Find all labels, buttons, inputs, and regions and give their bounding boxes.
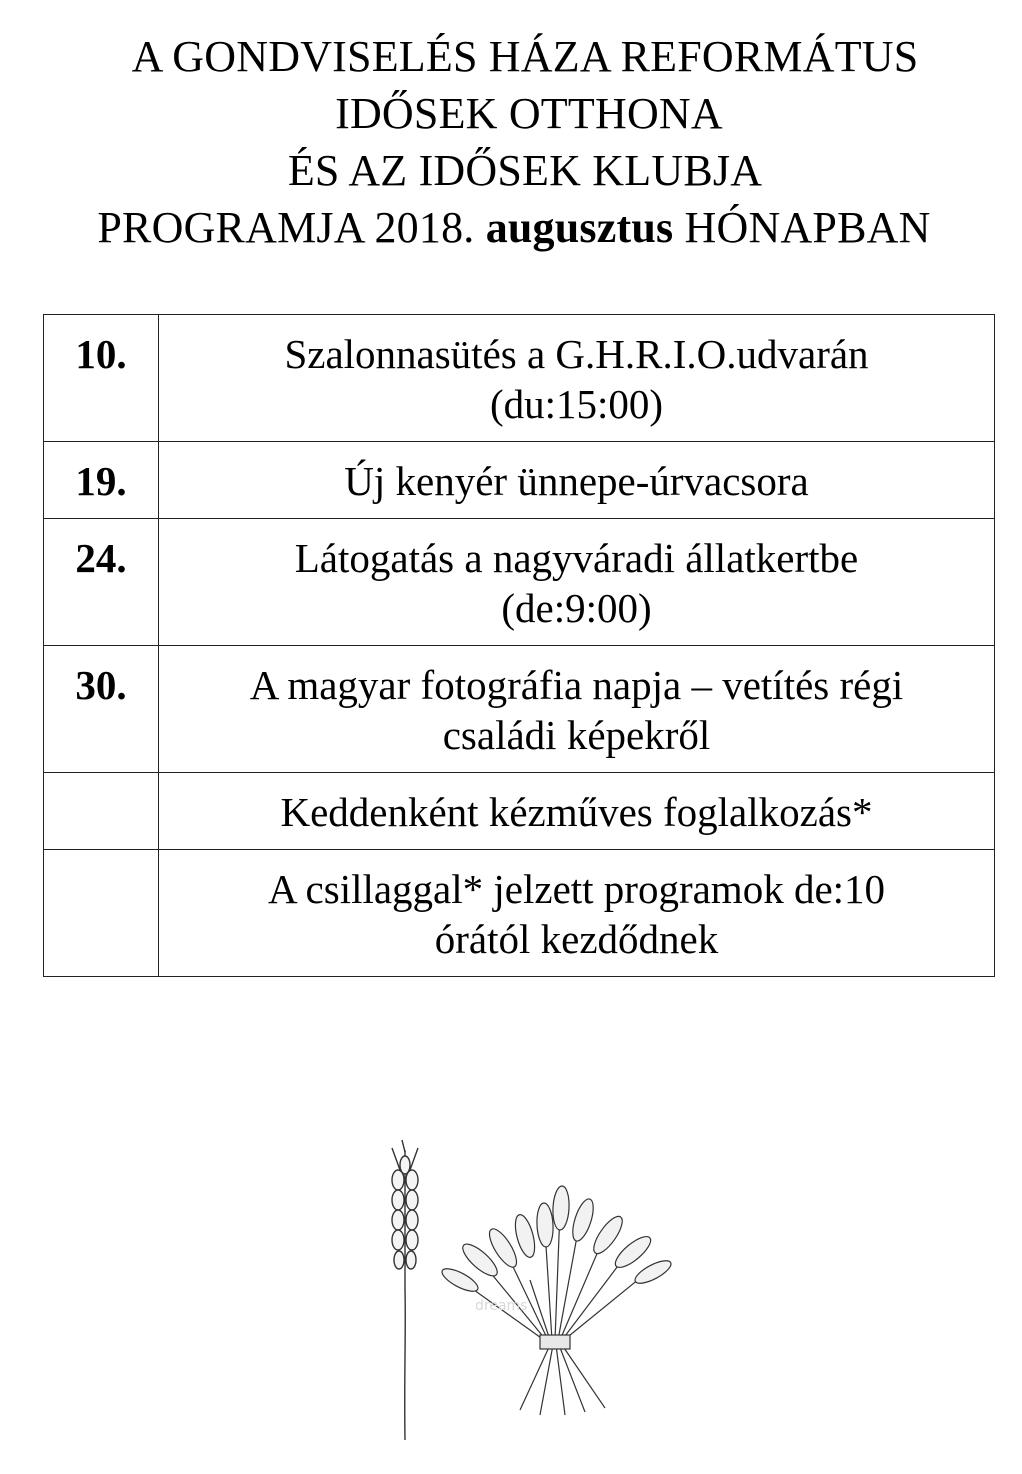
event-line: Új kenyér ünnepe-úrvacsora [344, 458, 809, 504]
single-wheat-stalk-icon [392, 1140, 418, 1440]
event-line: órától kezdődnek [434, 916, 719, 962]
program-day: 24. [44, 519, 159, 646]
event-line: (de:9:00) [501, 585, 652, 631]
table-row [44, 442, 995, 519]
event-line: Keddenként kézműves foglalkozás* [280, 789, 873, 835]
table-row [44, 773, 995, 850]
program-day: 30. [44, 646, 159, 773]
title-suffix: HÓNAPBAN [684, 203, 931, 252]
title-prefix: PROGRAMJA 2018. [97, 203, 475, 252]
title-line-4 [0, 199, 1022, 256]
program-event [159, 850, 995, 977]
program-day [44, 773, 159, 850]
watermark-text: dreams [475, 1298, 528, 1314]
title-line-2: IDŐSEK OTTHONA [335, 89, 723, 138]
title-line-3: ÉS AZ IDŐSEK KLUBJA [287, 146, 763, 195]
program-event [159, 442, 995, 519]
table-row [44, 315, 995, 442]
table-row [44, 850, 995, 977]
program-event [159, 315, 995, 442]
title-line-1: A GONDVISELÉS HÁZA REFORMÁTUS [131, 32, 919, 81]
event-line: Látogatás a nagyváradi állatkertbe [294, 535, 859, 581]
program-event [159, 646, 995, 773]
table-row [44, 646, 995, 773]
program-table [43, 314, 995, 977]
program-event [159, 773, 995, 850]
table-row [44, 519, 995, 646]
program-event [159, 519, 995, 646]
event-line: Szalonnasütés a G.H.R.I.O.udvarán [284, 331, 869, 377]
event-line: (du:15:00) [489, 381, 664, 427]
page-title [0, 28, 1022, 256]
event-line: családi képekről [442, 712, 711, 758]
event-line: A magyar fotográfia napja – vetítés régi [249, 662, 904, 708]
program-day: 10. [44, 315, 159, 442]
program-day: 19. [44, 442, 159, 519]
title-month: augusztus [485, 203, 674, 252]
wheat-sheaf-icon [380, 1140, 700, 1440]
program-day [44, 850, 159, 977]
event-line: A csillaggal* jelzett programok de:10 [267, 866, 886, 912]
